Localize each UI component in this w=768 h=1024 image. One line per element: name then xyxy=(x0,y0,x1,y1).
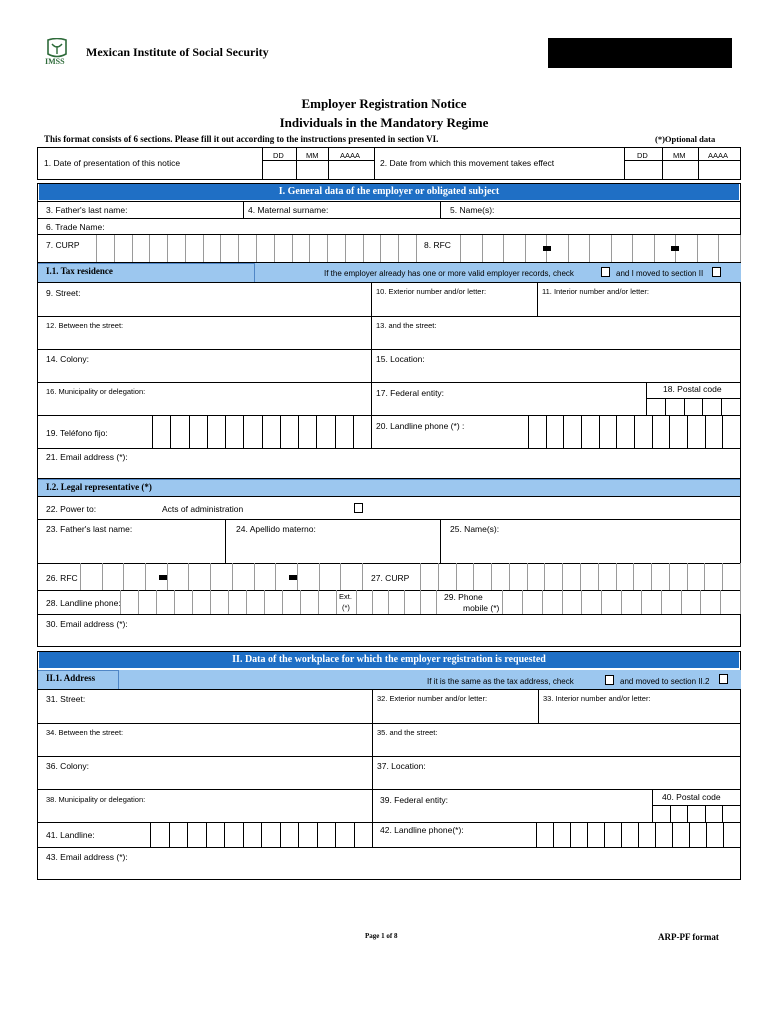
char-box-divider xyxy=(187,822,188,847)
char-box-divider xyxy=(562,590,563,614)
char-box-divider xyxy=(274,235,275,262)
rfc-26-separator xyxy=(289,575,297,580)
field-8-label: 8. RFC xyxy=(424,240,451,250)
char-box-divider xyxy=(722,563,723,590)
char-box-divider xyxy=(720,590,721,614)
char-box-divider xyxy=(398,235,399,262)
char-box-divider xyxy=(697,235,698,262)
field-20-label: 20. Landline phone (*) : xyxy=(376,421,465,431)
char-box-divider xyxy=(669,563,670,590)
char-box-divider xyxy=(670,805,671,822)
address-section-checkbox[interactable] xyxy=(719,674,728,684)
field-32-label: 32. Exterior number and/or letter: xyxy=(377,694,488,703)
char-box-divider xyxy=(702,398,703,415)
field-7-label: 7. CURP xyxy=(46,240,80,250)
char-box-divider xyxy=(589,235,590,262)
char-box-divider xyxy=(527,563,528,590)
ext-label: Ext. xyxy=(339,592,352,601)
char-box-divider xyxy=(740,822,741,847)
char-box-divider xyxy=(282,590,283,614)
tax-note-2: and I moved to section II xyxy=(616,269,704,278)
format-code: ARP-PF format xyxy=(658,932,719,942)
field-33-label: 33. Interior number and/or letter: xyxy=(543,694,651,703)
char-box-divider xyxy=(264,590,265,614)
tax-note: If the employer already has one or more valid employer records, check xyxy=(324,269,574,278)
email-input[interactable] xyxy=(140,449,738,477)
char-box-divider xyxy=(598,563,599,590)
char-box-divider xyxy=(243,822,244,847)
field-13-label: 13. and the street: xyxy=(376,321,437,330)
char-box-divider xyxy=(170,415,171,448)
char-box-divider xyxy=(156,590,157,614)
char-box-divider xyxy=(192,590,193,614)
char-box-divider xyxy=(646,398,647,415)
char-box-divider xyxy=(546,415,547,448)
char-box-divider xyxy=(580,563,581,590)
char-box-divider xyxy=(210,563,211,590)
char-box-divider xyxy=(297,563,298,590)
field-27-label: 27. CURP xyxy=(371,573,410,583)
char-box-divider xyxy=(372,822,373,847)
char-box-divider xyxy=(254,563,255,590)
char-box-divider xyxy=(522,590,523,614)
tax-checkbox[interactable] xyxy=(601,267,610,277)
char-box-divider xyxy=(681,590,682,614)
char-box-divider xyxy=(220,235,221,262)
char-box-divider xyxy=(372,590,373,614)
char-box-divider xyxy=(740,235,741,262)
char-box-divider xyxy=(262,415,263,448)
char-box-divider xyxy=(420,563,421,590)
char-box-divider xyxy=(388,590,389,614)
field-41-label: 41. Landline: xyxy=(46,830,95,840)
char-box-divider xyxy=(167,563,168,590)
char-box-divider xyxy=(169,822,170,847)
char-box-divider xyxy=(206,822,207,847)
char-box-divider xyxy=(438,563,439,590)
char-box-divider xyxy=(525,235,526,262)
char-box-divider xyxy=(167,235,168,262)
char-box-divider xyxy=(604,822,605,847)
char-box-divider xyxy=(356,590,357,614)
char-box-divider xyxy=(80,563,81,590)
date1-aaaa: AAAA xyxy=(340,151,361,160)
char-box-divider xyxy=(705,805,706,822)
char-box-divider xyxy=(261,822,262,847)
char-box-divider xyxy=(562,563,563,590)
date1-mm: MM xyxy=(306,151,319,160)
field-29-label: 29. Phone xyxy=(444,592,483,602)
address-note-2: and moved to section II.2 xyxy=(620,677,710,686)
char-box-divider xyxy=(718,235,719,262)
optional-note: (*)Optional data xyxy=(655,134,716,144)
field-5-label: 5. Name(s): xyxy=(450,205,495,215)
char-box-divider xyxy=(298,415,299,448)
char-box-divider xyxy=(542,590,543,614)
char-box-divider xyxy=(120,590,121,614)
char-box-divider xyxy=(316,415,317,448)
char-box-divider xyxy=(652,805,653,822)
field-12-label: 12. Between the street: xyxy=(46,321,124,330)
char-box-divider xyxy=(634,415,635,448)
field-1-label: 1. Date of presentation of this notice xyxy=(44,158,181,168)
field-4-label: 4. Maternal surname: xyxy=(248,205,329,215)
redacted-block xyxy=(548,38,732,68)
char-box-divider xyxy=(280,415,281,448)
char-box-divider xyxy=(672,822,673,847)
field-16-label: 16. Municipality or delegation: xyxy=(46,387,146,396)
field-22-label: 22. Power to: xyxy=(46,504,97,514)
char-box-divider xyxy=(185,235,186,262)
char-box-divider xyxy=(460,235,461,262)
section-2-heading: II. Data of the workplace for which the employer registration is requested xyxy=(39,652,739,668)
date1-aaaa-input[interactable] xyxy=(329,161,373,179)
field-9-label: 9. Street: xyxy=(46,288,81,298)
field-10-label: 10. Exterior number and/or letter: xyxy=(376,287,487,296)
char-box-divider xyxy=(96,235,97,262)
char-box-divider xyxy=(553,822,554,847)
logo-text: IMSS xyxy=(45,57,65,66)
char-box-divider xyxy=(621,822,622,847)
char-box-divider xyxy=(380,235,381,262)
char-box-divider xyxy=(722,415,723,448)
field-15-label: 15. Location: xyxy=(376,354,425,364)
date1-dd-input[interactable] xyxy=(263,161,295,179)
char-box-divider xyxy=(243,415,244,448)
field-17-label: 17. Federal entity: xyxy=(376,388,445,398)
acts-admin-label: Acts of administration xyxy=(162,504,244,514)
char-box-divider xyxy=(581,415,582,448)
rfc-separator xyxy=(543,246,551,251)
char-box-divider xyxy=(700,590,701,614)
rfc-separator xyxy=(671,246,679,251)
char-box-divider xyxy=(482,235,483,262)
tax-section-checkbox[interactable] xyxy=(712,267,721,277)
char-box-divider xyxy=(224,822,225,847)
char-box-divider xyxy=(661,590,662,614)
intro-text: This format consists of 6 sections. Please fill it out according to the instructions presented in section VI. xyxy=(44,134,439,144)
char-box-divider xyxy=(174,590,175,614)
char-box-divider xyxy=(246,590,247,614)
char-box-divider xyxy=(309,235,310,262)
char-box-divider xyxy=(687,805,688,822)
field-29-label-2: mobile (*) xyxy=(463,603,500,613)
char-box-divider xyxy=(740,563,741,590)
address-note: If it is the same as the tax address, check xyxy=(427,677,574,686)
date2-mm-input[interactable] xyxy=(663,161,697,179)
char-box-divider xyxy=(669,415,670,448)
char-box-divider xyxy=(228,590,229,614)
char-box-divider xyxy=(570,822,571,847)
field-31-label: 31. Street: xyxy=(46,694,86,704)
char-box-divider xyxy=(503,235,504,262)
field-14-label: 14. Colony: xyxy=(46,354,89,364)
char-box-divider xyxy=(207,415,208,448)
char-box-divider xyxy=(225,415,226,448)
char-box-divider xyxy=(456,563,457,590)
field-21-label: 21. Email address (*): xyxy=(46,452,128,462)
char-box-divider xyxy=(599,415,600,448)
trade-name-input[interactable] xyxy=(110,219,738,233)
field-11-label: 11. Interior number and/or letter: xyxy=(542,287,649,296)
field-24-label: 24. Apellido materno: xyxy=(236,524,316,534)
field-26-label: 26. RFC xyxy=(46,573,78,583)
char-box-divider xyxy=(319,563,320,590)
field-40-label: 40. Postal code xyxy=(662,792,721,802)
char-box-divider xyxy=(210,590,211,614)
workplace-email-input[interactable] xyxy=(140,848,738,878)
char-box-divider xyxy=(721,398,722,415)
char-box-divider xyxy=(256,235,257,262)
char-box-divider xyxy=(563,415,564,448)
date2-aaaa-input[interactable] xyxy=(699,161,739,179)
char-box-divider xyxy=(327,235,328,262)
field-30-label: 30. Email address (*): xyxy=(46,619,128,629)
char-box-divider xyxy=(292,235,293,262)
legal-rep-heading xyxy=(38,479,740,497)
date2-dd-input[interactable] xyxy=(625,161,661,179)
char-box-divider xyxy=(587,822,588,847)
date2-dd: DD xyxy=(637,151,648,160)
imss-logo xyxy=(44,38,70,68)
date2-mm: MM xyxy=(673,151,686,160)
field-23-label: 23. Father's last name: xyxy=(46,524,133,534)
char-box-divider xyxy=(684,398,685,415)
section-1-heading: I. General data of the employer or obligated subject xyxy=(39,184,739,200)
char-box-divider xyxy=(353,415,354,448)
char-box-divider xyxy=(509,563,510,590)
char-box-divider xyxy=(689,822,690,847)
char-box-divider xyxy=(203,235,204,262)
org-name: Mexican Institute of Social Security xyxy=(86,45,269,59)
field-36-label: 36. Colony: xyxy=(46,761,89,771)
char-box-divider xyxy=(740,590,741,614)
char-box-divider xyxy=(706,822,707,847)
char-box-divider xyxy=(528,415,529,448)
ext-optional-label: (*) xyxy=(342,603,350,612)
char-box-divider xyxy=(601,590,602,614)
char-box-divider xyxy=(641,590,642,614)
char-box-divider xyxy=(132,235,133,262)
char-box-divider xyxy=(138,590,139,614)
char-box-divider xyxy=(705,415,706,448)
field-34-label: 34. Between the street: xyxy=(46,728,124,737)
legal-rep-title: I.2. Legal representative (*) xyxy=(46,482,152,492)
field-35-label: 35. and the street: xyxy=(377,728,438,737)
char-box-divider xyxy=(145,563,146,590)
char-box-divider xyxy=(621,590,622,614)
char-box-divider xyxy=(280,822,281,847)
char-box-divider xyxy=(363,235,364,262)
char-box-divider xyxy=(420,590,421,614)
char-box-divider xyxy=(404,590,405,614)
char-box-divider xyxy=(704,563,705,590)
field-42-label: 42. Landline phone(*): xyxy=(380,825,464,835)
char-box-divider xyxy=(502,590,503,614)
address-title: II.1. Address xyxy=(46,673,96,683)
char-box-divider xyxy=(275,563,276,590)
char-box-divider xyxy=(232,563,233,590)
char-box-divider xyxy=(362,563,363,590)
char-box-divider xyxy=(723,822,724,847)
char-box-divider xyxy=(687,415,688,448)
char-box-divider xyxy=(102,563,103,590)
char-box-divider xyxy=(654,235,655,262)
field-39-label: 39. Federal entity: xyxy=(380,795,449,805)
page-number: Page 1 of 8 xyxy=(365,932,398,940)
char-box-divider xyxy=(632,235,633,262)
char-box-divider xyxy=(740,415,741,448)
char-box-divider xyxy=(189,415,190,448)
date1-dd: DD xyxy=(273,151,284,160)
char-box-divider xyxy=(371,415,372,448)
field-3-label: 3. Father's last name: xyxy=(46,205,128,215)
char-box-divider xyxy=(345,235,346,262)
field-18-label: 18. Postal code xyxy=(663,384,722,394)
field-25-label: 25. Name(s): xyxy=(450,524,500,534)
field-19-label: 19. Teléfono fijo: xyxy=(46,428,108,438)
char-box-divider xyxy=(340,563,341,590)
date2-aaaa: AAAA xyxy=(708,151,729,160)
char-box-divider xyxy=(114,235,115,262)
char-box-divider xyxy=(238,235,239,262)
form-subtitle: Individuals in the Mandatory Regime xyxy=(279,115,489,130)
field-28-label: 28. Landline phone: xyxy=(46,598,121,608)
field-6-label: 6. Trade Name: xyxy=(46,222,105,232)
tax-residence-title: I.1. Tax residence xyxy=(46,266,113,276)
char-box-divider xyxy=(491,563,492,590)
char-box-divider xyxy=(544,563,545,590)
legal-email-input[interactable] xyxy=(140,615,738,645)
date1-mm-input[interactable] xyxy=(297,161,327,179)
char-box-divider xyxy=(336,590,337,614)
char-box-divider xyxy=(149,235,150,262)
char-box-divider xyxy=(655,822,656,847)
field-37-label: 37. Location: xyxy=(377,761,426,771)
field-38-label: 38. Municipality or delegation: xyxy=(46,795,146,804)
char-box-divider xyxy=(335,415,336,448)
char-box-divider xyxy=(687,563,688,590)
char-box-divider xyxy=(652,415,653,448)
char-box-divider xyxy=(150,822,151,847)
char-box-divider xyxy=(123,563,124,590)
char-box-divider xyxy=(436,590,437,614)
char-box-divider xyxy=(616,563,617,590)
address-checkbox[interactable] xyxy=(605,675,614,685)
char-box-divider xyxy=(317,822,318,847)
form-title: Employer Registration Notice xyxy=(301,96,467,111)
char-box-divider xyxy=(473,563,474,590)
char-box-divider xyxy=(152,415,153,448)
char-box-divider xyxy=(611,235,612,262)
char-box-divider xyxy=(651,563,652,590)
rfc-26-separator xyxy=(159,575,167,580)
char-box-divider xyxy=(740,398,741,415)
char-box-divider xyxy=(568,235,569,262)
char-box-divider xyxy=(665,398,666,415)
char-box-divider xyxy=(581,590,582,614)
field-2-label: 2. Date from which this movement takes effect xyxy=(380,158,555,168)
char-box-divider xyxy=(318,590,319,614)
char-box-divider xyxy=(722,805,723,822)
char-box-divider xyxy=(300,590,301,614)
char-box-divider xyxy=(416,235,417,262)
char-box-divider xyxy=(740,805,741,822)
char-box-divider xyxy=(188,563,189,590)
char-box-divider xyxy=(298,822,299,847)
acts-admin-checkbox[interactable] xyxy=(354,503,363,513)
field-43-label: 43. Email address (*): xyxy=(46,852,128,862)
char-box-divider xyxy=(633,563,634,590)
char-box-divider xyxy=(354,822,355,847)
char-box-divider xyxy=(536,822,537,847)
char-box-divider xyxy=(335,822,336,847)
char-box-divider xyxy=(616,415,617,448)
char-box-divider xyxy=(638,822,639,847)
